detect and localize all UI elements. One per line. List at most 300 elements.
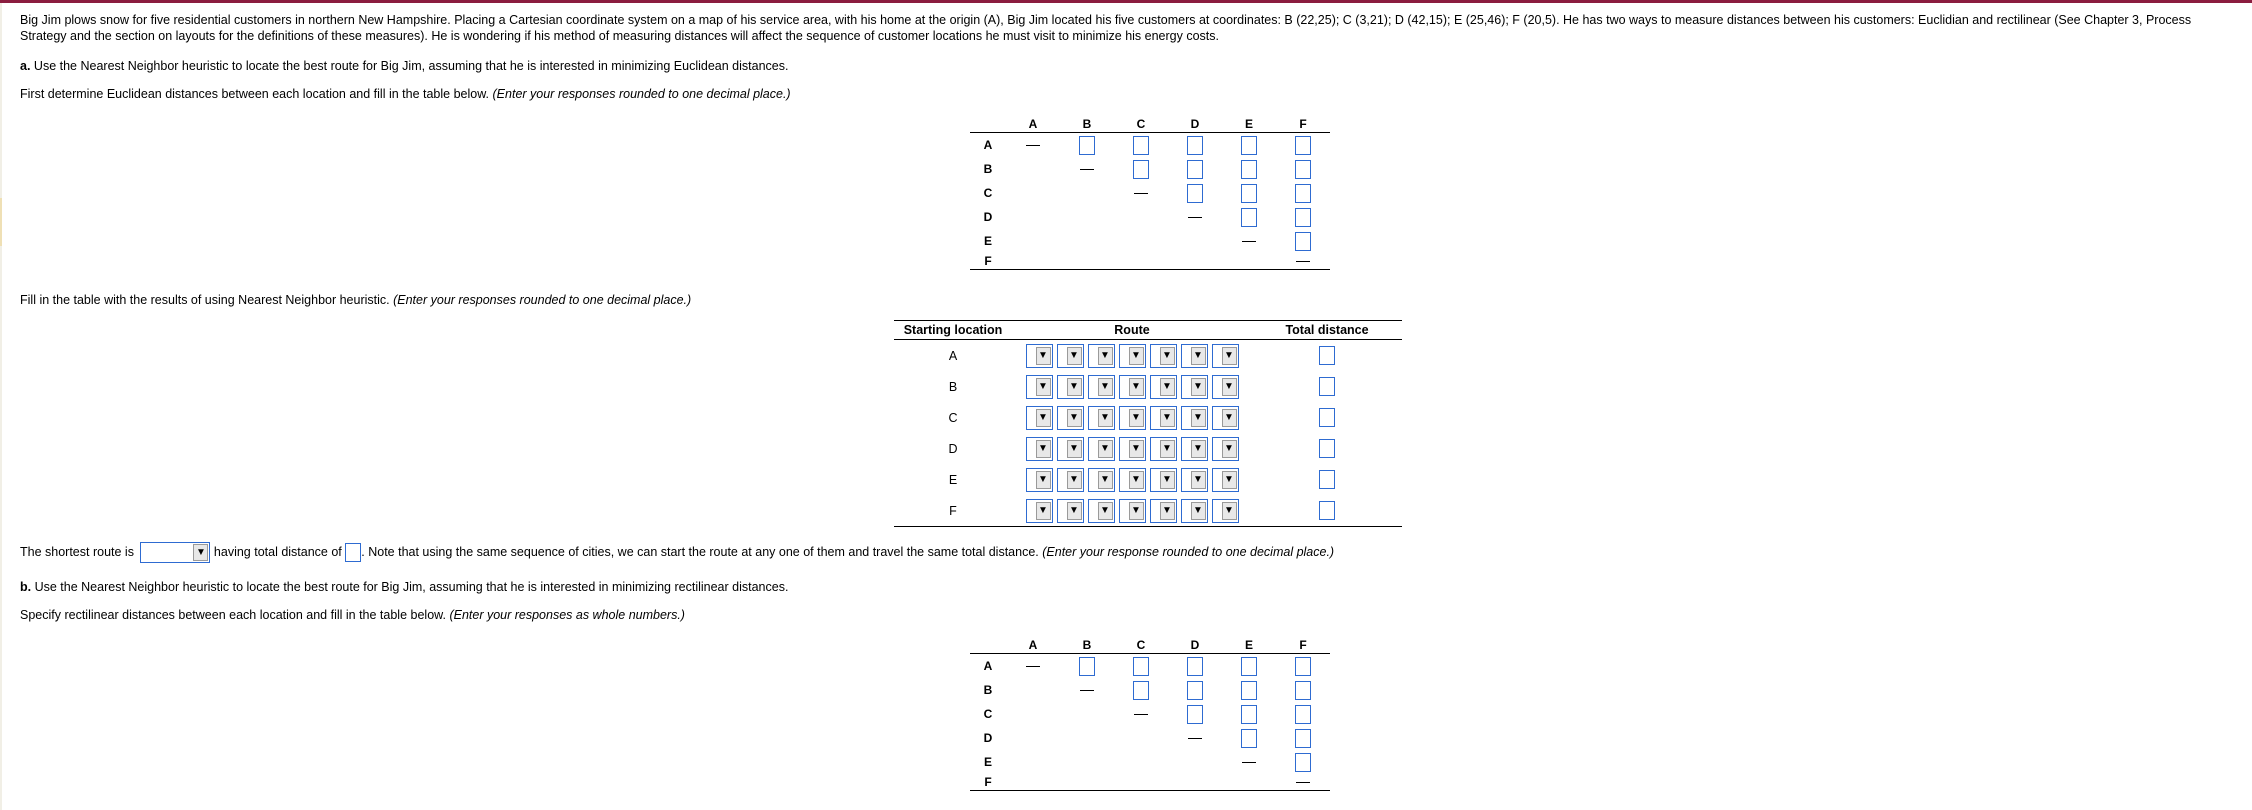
euclid-cell	[1114, 181, 1168, 205]
route-stop-dropdown[interactable]	[1212, 375, 1239, 399]
rect-cell	[1168, 678, 1222, 702]
total-distance-cell	[1252, 402, 1402, 433]
euclid-cell	[1168, 205, 1222, 229]
dropdown-arrow-icon: ▼	[193, 544, 208, 561]
route-total-input[interactable]	[1319, 408, 1335, 427]
rect-distance-input[interactable]	[1295, 681, 1311, 700]
self-distance-dash	[1242, 762, 1256, 763]
rect-row	[970, 702, 1330, 726]
route-stop-dropdown[interactable]	[1150, 375, 1177, 399]
euclid-cell	[1114, 205, 1168, 229]
route-stop-dropdown[interactable]	[1150, 406, 1177, 430]
euclid-col-header: A	[1006, 115, 1060, 133]
route-row	[894, 371, 1402, 402]
rect-cell	[1276, 750, 1330, 774]
euclid-distance-input[interactable]	[1241, 160, 1257, 179]
rect-distance-input[interactable]	[1187, 705, 1203, 724]
self-distance-dash	[1188, 738, 1202, 739]
self-distance-dash	[1026, 145, 1040, 146]
rect-cell	[1114, 654, 1168, 679]
start-location-label: A	[948, 348, 958, 363]
rect-cell	[1060, 702, 1114, 726]
euclid-distance-input[interactable]	[1295, 232, 1311, 251]
dropdown-arrow-icon: ▼	[1036, 502, 1051, 520]
euclid-row-header: C	[983, 186, 993, 200]
rect-col-header: D	[1168, 636, 1222, 654]
route-stop-dropdown[interactable]	[1150, 344, 1177, 368]
part-b-text: Use the Nearest Neighbor heuristic to locate the best route for Big Jim, assuming that he is interested in minimizing rectilinear distances.	[34, 580, 789, 594]
dropdown-arrow-icon: ▼	[1129, 471, 1144, 489]
euclid-cell	[1006, 133, 1060, 158]
rect-distance-input[interactable]	[1079, 657, 1095, 676]
route-stop-dropdown[interactable]	[1026, 375, 1053, 399]
total-distance-cell	[1252, 340, 1402, 372]
left-edge-marker	[0, 198, 2, 246]
rect-cell	[1006, 678, 1060, 702]
dropdown-arrow-icon: ▼	[1222, 409, 1237, 427]
euclid-distance-input[interactable]	[1187, 160, 1203, 179]
dropdown-arrow-icon: ▼	[1036, 378, 1051, 396]
route-stop-dropdown[interactable]	[1026, 406, 1053, 430]
rect-cell	[1222, 750, 1276, 774]
rect-cell	[1060, 678, 1114, 702]
dropdown-arrow-icon: ▼	[1098, 409, 1113, 427]
top-accent-bar	[0, 0, 2252, 3]
shortest-note: (Enter your response rounded to one decimal place.)	[1042, 544, 1335, 559]
dropdown-arrow-icon: ▼	[1098, 471, 1113, 489]
dropdown-arrow-icon: ▼	[1160, 378, 1175, 396]
rect-distance-input[interactable]	[1241, 705, 1257, 724]
rect-row-header: D	[983, 731, 993, 745]
route-stop-dropdown[interactable]	[1088, 499, 1115, 523]
route-stop-dropdown[interactable]	[1181, 437, 1208, 461]
euclid-cell	[1006, 229, 1060, 253]
euclid-col-header: B	[1060, 115, 1114, 133]
problem-intro: Big Jim plows snow for five residential customers in northern New Hampshire. Placing a Cartesian coordinate system on a map of his service area, with his home at the origin (A), Big Jim located his five customers at coordinates: B (22,25); C (3,21); D (42,15); E (25,46); F (20,5). He has two ways to measure distances between his customers: Euclidian and rectilinear (See Chapter 3, Process Strategy and the section on layouts for the definitions of these measures). He is wondering if his method of measuring distances will affect the sequence of customer locations he must visit to minimize his energy costs.	[20, 13, 2192, 43]
total-distance-input[interactable]	[345, 543, 361, 562]
euclid-col-header: D	[1168, 115, 1222, 133]
route-stop-dropdown[interactable]	[1150, 499, 1177, 523]
euclid-corner	[970, 115, 1006, 133]
rect-distance-input[interactable]	[1241, 729, 1257, 748]
dropdown-arrow-icon: ▼	[1191, 378, 1206, 396]
euclid-distance-input[interactable]	[1241, 184, 1257, 203]
rect-cell	[1060, 726, 1114, 750]
route-stop-dropdown[interactable]	[1057, 468, 1084, 492]
rect-distance-input[interactable]	[1295, 657, 1311, 676]
dropdown-arrow-icon: ▼	[1129, 409, 1144, 427]
rect-row-header: A	[983, 659, 993, 673]
route-stop-dropdown[interactable]	[1150, 437, 1177, 461]
self-distance-dash	[1296, 261, 1310, 262]
euclid-row-header: B	[983, 162, 993, 176]
rect-distance-input[interactable]	[1241, 657, 1257, 676]
euclid-cell	[1276, 205, 1330, 229]
total-distance-cell	[1252, 464, 1402, 495]
rect-col-header: B	[1060, 636, 1114, 654]
rect-body	[970, 654, 1330, 791]
rect-cell	[1168, 726, 1222, 750]
dropdown-arrow-icon: ▼	[1067, 471, 1082, 489]
euclid-row-header: D	[983, 210, 993, 224]
rectilinear-distance-table	[970, 636, 1330, 791]
self-distance-dash	[1026, 666, 1040, 667]
dropdown-arrow-icon: ▼	[1222, 471, 1237, 489]
euclid-cell	[1222, 157, 1276, 181]
dropdown-arrow-icon: ▼	[1067, 502, 1082, 520]
route-stop-dropdown[interactable]	[1212, 437, 1239, 461]
self-distance-dash	[1080, 690, 1094, 691]
euclid-cell	[1222, 205, 1276, 229]
rect-cell	[1060, 750, 1114, 774]
rect-cell	[1168, 750, 1222, 774]
dropdown-arrow-icon: ▼	[1160, 471, 1175, 489]
euclid-row	[970, 157, 1330, 181]
euclid-cell	[1222, 229, 1276, 253]
dropdown-arrow-icon: ▼	[1129, 440, 1144, 458]
self-distance-dash	[1134, 193, 1148, 194]
col-total-distance: Total distance	[1252, 321, 1402, 340]
euclid-cell	[1060, 253, 1114, 270]
rect-cell	[1114, 678, 1168, 702]
route-stop-dropdown[interactable]	[1088, 468, 1115, 492]
euclid-cell	[1114, 253, 1168, 270]
shortest-suffix: . Note that using the same sequence of cities, we can start the route at any one of them and travel the same total distance.	[361, 544, 1039, 559]
dropdown-arrow-icon: ▼	[1160, 347, 1175, 365]
route-stop-dropdown[interactable]	[1026, 437, 1053, 461]
euclid-distance-input[interactable]	[1187, 136, 1203, 155]
rect-row-header: E	[983, 755, 992, 769]
euclid-cell	[1006, 181, 1060, 205]
part-a-text: Use the Nearest Neighbor heuristic to locate the best route for Big Jim, assuming that he is interested in minimizing Euclidean distances.	[33, 59, 789, 73]
rect-cell	[1276, 654, 1330, 679]
route-body	[894, 340, 1402, 527]
route-stop-dropdown[interactable]	[1057, 375, 1084, 399]
rect-distance-input[interactable]	[1133, 657, 1149, 676]
euclid-cell	[1060, 229, 1114, 253]
shortest-route-sentence	[20, 542, 1334, 563]
route-stop-dropdown[interactable]	[1119, 406, 1146, 430]
start-location-label: E	[948, 472, 958, 487]
route-row	[894, 464, 1402, 495]
euclid-cell	[1222, 133, 1276, 158]
euclid-note: (Enter your responses rounded to one decimal place.)	[492, 87, 791, 101]
euclid-col-header: C	[1114, 115, 1168, 133]
euclid-cell	[1276, 181, 1330, 205]
euclid-cell	[1168, 157, 1222, 181]
dropdown-arrow-icon: ▼	[1067, 378, 1082, 396]
rect-cell	[1222, 702, 1276, 726]
euclid-cell	[1006, 205, 1060, 229]
rect-distance-input[interactable]	[1187, 681, 1203, 700]
rect-header-row	[970, 636, 1330, 654]
euclid-distance-input[interactable]	[1295, 160, 1311, 179]
rect-cell	[1168, 702, 1222, 726]
euclid-header-row	[970, 115, 1330, 133]
euclid-distance-input[interactable]	[1295, 136, 1311, 155]
left-edge-strip	[0, 3, 2, 810]
route-stop-dropdown[interactable]	[1088, 344, 1115, 368]
euclidean-distance-table	[970, 115, 1330, 270]
euclid-cell	[1114, 229, 1168, 253]
euclid-cell	[1276, 253, 1330, 270]
nn-instruction-text: Fill in the table with the results of using Nearest Neighbor heuristic.	[20, 293, 390, 307]
euclid-cell	[1276, 133, 1330, 158]
rect-row	[970, 678, 1330, 702]
part-a-heading	[20, 59, 788, 73]
route-total-input[interactable]	[1319, 377, 1335, 396]
euclid-row	[970, 253, 1330, 270]
dropdown-arrow-icon: ▼	[1067, 347, 1082, 365]
euclid-cell	[1060, 157, 1114, 181]
total-distance-cell	[1252, 433, 1402, 464]
dropdown-arrow-icon: ▼	[1222, 440, 1237, 458]
rect-cell	[1006, 726, 1060, 750]
rect-cell	[1276, 726, 1330, 750]
dropdown-arrow-icon: ▼	[1036, 409, 1051, 427]
rect-instruction-text: Specify rectilinear distances between each location and fill in the table below.	[20, 608, 446, 622]
euclid-distance-input[interactable]	[1133, 136, 1149, 155]
rect-distance-input[interactable]	[1295, 753, 1311, 772]
route-stop-dropdown[interactable]	[1026, 344, 1053, 368]
route-stop-dropdown[interactable]	[1150, 468, 1177, 492]
rect-cell	[1006, 774, 1060, 791]
route-total-input[interactable]	[1319, 501, 1335, 520]
rect-cell	[1114, 702, 1168, 726]
rect-row-header: B	[983, 683, 993, 697]
dropdown-arrow-icon: ▼	[1191, 502, 1206, 520]
total-distance-cell	[1252, 371, 1402, 402]
route-stop-dropdown[interactable]	[1057, 437, 1084, 461]
euclid-body	[970, 133, 1330, 270]
rect-distance-input[interactable]	[1241, 681, 1257, 700]
euclid-cell	[1114, 157, 1168, 181]
euclid-row-header: A	[983, 138, 993, 152]
euclid-cell	[1276, 157, 1330, 181]
route-stop-dropdown[interactable]	[1181, 499, 1208, 523]
dropdown-arrow-icon: ▼	[1191, 440, 1206, 458]
dropdown-arrow-icon: ▼	[1160, 409, 1175, 427]
route-stop-dropdown[interactable]	[1212, 344, 1239, 368]
start-location-label: C	[948, 410, 958, 425]
route-row	[894, 340, 1402, 372]
euclid-distance-input[interactable]	[1187, 184, 1203, 203]
rect-cell	[1114, 750, 1168, 774]
route-total-input[interactable]	[1319, 470, 1335, 489]
route-stop-dropdown[interactable]	[1212, 468, 1239, 492]
route-total-input[interactable]	[1319, 346, 1335, 365]
route-stop-dropdown[interactable]	[1119, 437, 1146, 461]
route-stop-dropdown[interactable]	[1088, 406, 1115, 430]
part-b-label: b.	[20, 580, 32, 594]
route-stop-dropdown[interactable]	[1119, 499, 1146, 523]
nn-note: (Enter your responses rounded to one decimal place.)	[393, 293, 692, 307]
dropdown-arrow-icon: ▼	[1098, 502, 1113, 520]
self-distance-dash	[1188, 217, 1202, 218]
euclid-cell	[1060, 205, 1114, 229]
route-row	[894, 402, 1402, 433]
self-distance-dash	[1296, 782, 1310, 783]
euclid-cell	[1276, 229, 1330, 253]
euclid-cell	[1222, 181, 1276, 205]
rect-cell	[1276, 678, 1330, 702]
start-location-label: D	[948, 441, 958, 456]
rect-col-header: C	[1114, 636, 1168, 654]
rect-cell	[1222, 726, 1276, 750]
route-stop-dropdown[interactable]	[1181, 406, 1208, 430]
route-stop-dropdown[interactable]	[1181, 344, 1208, 368]
rect-cell	[1276, 702, 1330, 726]
euclid-instruction-text: First determine Euclidean distances between each location and fill in the table below.	[20, 87, 490, 101]
dropdown-arrow-icon: ▼	[1191, 347, 1206, 365]
col-starting-location: Starting location	[894, 321, 1012, 340]
route-stop-dropdown[interactable]	[1088, 375, 1115, 399]
route-stop-dropdown[interactable]	[1212, 406, 1239, 430]
dropdown-arrow-icon: ▼	[1067, 409, 1082, 427]
rect-cell	[1168, 654, 1222, 679]
euclid-distance-input[interactable]	[1295, 184, 1311, 203]
euclid-distance-input[interactable]	[1241, 136, 1257, 155]
route-stop-dropdown[interactable]	[1026, 499, 1053, 523]
route-stop-dropdown[interactable]	[1057, 499, 1084, 523]
route-dropdowns	[1012, 402, 1252, 433]
rect-row	[970, 726, 1330, 750]
euclid-col-header: F	[1276, 115, 1330, 133]
route-stop-dropdown[interactable]	[1119, 344, 1146, 368]
euclid-row-header: F	[970, 253, 1006, 270]
euclid-cell	[1114, 133, 1168, 158]
rect-row	[970, 750, 1330, 774]
dropdown-arrow-icon: ▼	[1067, 440, 1082, 458]
route-row	[894, 433, 1402, 464]
route-dropdowns	[1012, 433, 1252, 464]
dropdown-arrow-icon: ▼	[1191, 409, 1206, 427]
rect-cell	[1006, 654, 1060, 679]
nn-instruction	[20, 293, 691, 307]
route-stop-dropdown[interactable]	[1088, 437, 1115, 461]
dropdown-arrow-icon: ▼	[1222, 502, 1237, 520]
rect-col-header: A	[1006, 636, 1060, 654]
nearest-neighbor-table	[894, 320, 1402, 527]
rect-cell	[1222, 774, 1276, 791]
route-stop-dropdown[interactable]	[1181, 375, 1208, 399]
dropdown-arrow-icon: ▼	[1098, 378, 1113, 396]
route-stop-dropdown[interactable]	[1057, 406, 1084, 430]
dropdown-arrow-icon: ▼	[1222, 347, 1237, 365]
euclid-cell	[1168, 229, 1222, 253]
route-dropdowns	[1012, 495, 1252, 527]
route-stop-dropdown[interactable]	[1119, 375, 1146, 399]
euclid-col-header: E	[1222, 115, 1276, 133]
dropdown-arrow-icon: ▼	[1191, 471, 1206, 489]
euclid-row	[970, 181, 1330, 205]
route-dropdowns	[1012, 464, 1252, 495]
euclid-row-header: E	[983, 234, 992, 248]
rect-cell	[1276, 774, 1330, 791]
euclid-distance-input[interactable]	[1079, 136, 1095, 155]
dropdown-arrow-icon: ▼	[1036, 440, 1051, 458]
euclid-instruction	[20, 87, 791, 101]
dropdown-arrow-icon: ▼	[1129, 502, 1144, 520]
start-location-label: B	[948, 379, 958, 394]
rect-row	[970, 774, 1330, 791]
dropdown-arrow-icon: ▼	[1129, 347, 1144, 365]
part-b-heading	[20, 580, 788, 594]
euclid-distance-input[interactable]	[1133, 160, 1149, 179]
rect-cell	[1006, 750, 1060, 774]
rect-note: (Enter your responses as whole numbers.)	[449, 608, 685, 622]
rect-col-header: F	[1276, 636, 1330, 654]
route-stop-dropdown[interactable]	[1119, 468, 1146, 492]
shortest-prefix: The shortest route is	[20, 544, 134, 559]
euclid-cell	[1168, 181, 1222, 205]
total-distance-cell	[1252, 495, 1402, 527]
euclid-cell	[1060, 133, 1114, 158]
dropdown-arrow-icon: ▼	[1222, 378, 1237, 396]
rect-col-header: E	[1222, 636, 1276, 654]
euclid-row	[970, 133, 1330, 158]
rect-cell	[1114, 726, 1168, 750]
route-total-input[interactable]	[1319, 439, 1335, 458]
route-row	[894, 495, 1402, 527]
euclid-distance-input[interactable]	[1295, 208, 1311, 227]
rect-cell	[1060, 774, 1114, 791]
dropdown-arrow-icon: ▼	[1129, 378, 1144, 396]
route-stop-dropdown[interactable]	[1026, 468, 1053, 492]
dropdown-arrow-icon: ▼	[1036, 347, 1051, 365]
euclid-row	[970, 205, 1330, 229]
rect-row	[970, 654, 1330, 679]
start-location-label: F	[894, 495, 1012, 527]
self-distance-dash	[1134, 714, 1148, 715]
route-stop-dropdown[interactable]	[1212, 499, 1239, 523]
route-dropdowns	[1012, 371, 1252, 402]
rect-distance-input[interactable]	[1295, 705, 1311, 724]
route-stop-dropdown[interactable]	[1181, 468, 1208, 492]
rect-distance-input[interactable]	[1133, 681, 1149, 700]
rect-cell	[1222, 678, 1276, 702]
dropdown-arrow-icon: ▼	[1098, 440, 1113, 458]
dropdown-arrow-icon: ▼	[1160, 440, 1175, 458]
rect-cell	[1168, 774, 1222, 791]
rect-distance-input[interactable]	[1295, 729, 1311, 748]
rect-row-header: F	[970, 774, 1006, 791]
rect-cell	[1060, 654, 1114, 679]
euclid-cell	[1222, 253, 1276, 270]
self-distance-dash	[1080, 169, 1094, 170]
dropdown-arrow-icon: ▼	[1098, 347, 1113, 365]
euclid-cell	[1168, 133, 1222, 158]
rect-distance-input[interactable]	[1187, 657, 1203, 676]
rect-row-header: C	[983, 707, 993, 721]
part-a-label: a.	[20, 59, 31, 73]
shortest-route-dropdown[interactable]	[140, 542, 210, 563]
euclid-cell	[1168, 253, 1222, 270]
dropdown-arrow-icon: ▼	[1036, 471, 1051, 489]
euclid-distance-input[interactable]	[1241, 208, 1257, 227]
route-stop-dropdown[interactable]	[1057, 344, 1084, 368]
rect-cell	[1006, 702, 1060, 726]
rect-cell	[1114, 774, 1168, 791]
euclid-cell	[1006, 253, 1060, 270]
self-distance-dash	[1242, 241, 1256, 242]
rect-cell	[1222, 654, 1276, 679]
euclid-row	[970, 229, 1330, 253]
rect-corner	[970, 636, 1006, 654]
rect-instruction	[20, 608, 685, 622]
route-dropdowns	[1012, 340, 1252, 372]
shortest-middle: having total distance of	[213, 544, 342, 559]
